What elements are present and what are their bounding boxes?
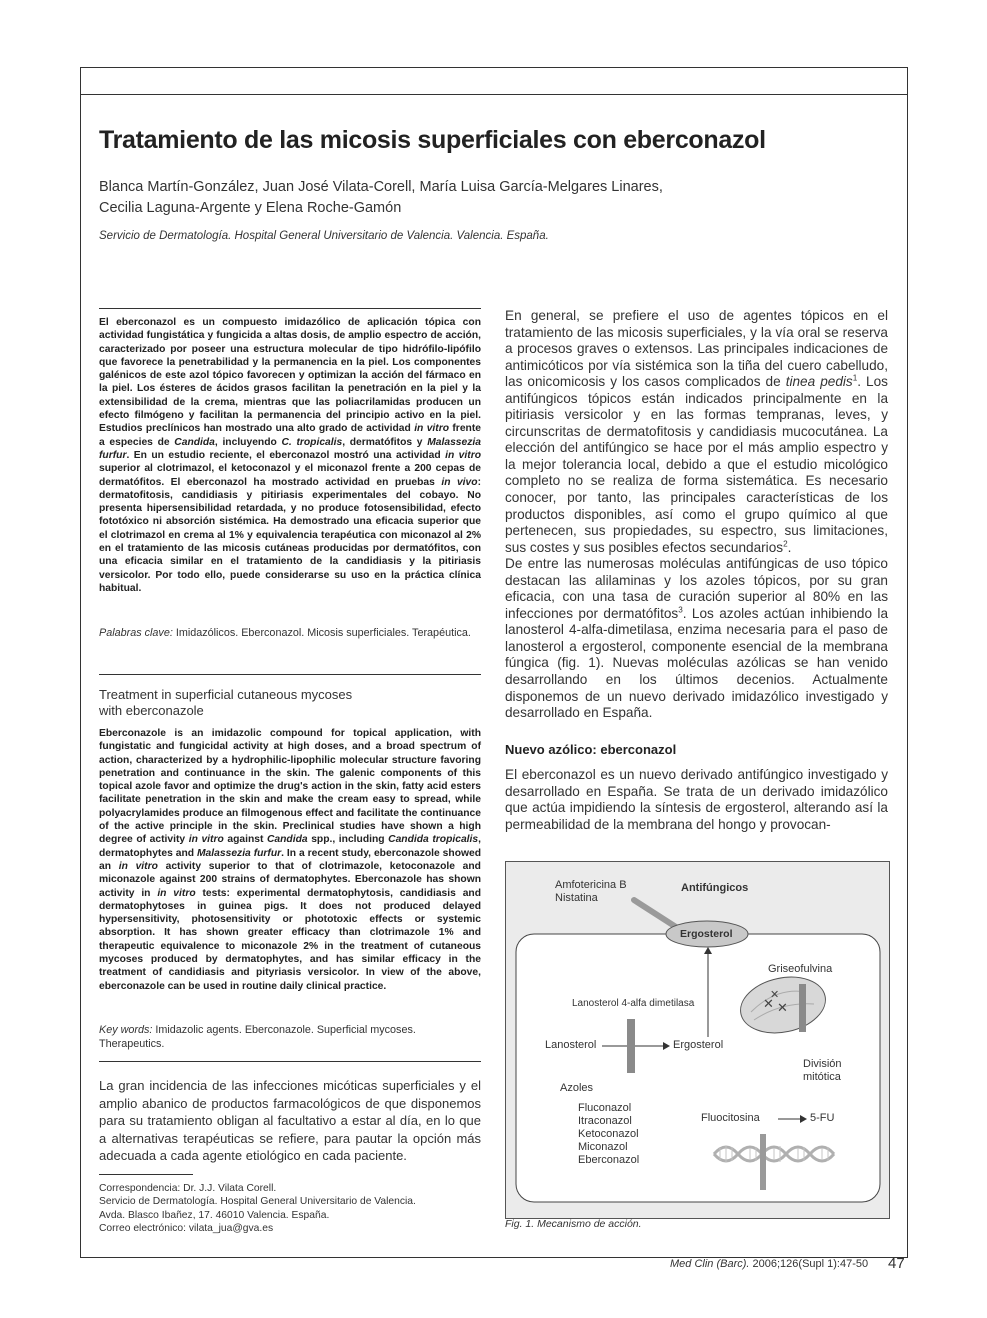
correspondence-line: Servicio de Dermatología. Hospital General Universitario de Valencia. (99, 1196, 416, 1208)
label-azole-item: Fluconazol (578, 1102, 632, 1114)
body-paragraph-2 (505, 556, 888, 721)
keywords-text: Imidazólicos. Eberconazol. Micosis superficiales. Terapéutica. (172, 627, 471, 639)
body-column (505, 308, 888, 722)
abstract-italic: C. tropicalis (281, 436, 343, 448)
body-text: . Los antifúngicos tópicos están indicados principalmente en la pitiriasis versicolor y en las formas tempranas, leves, y circunscritas de dermatofitosis y candidiasis mucocutánea. La elección del antifúngico se hace por el más amplio espectro y la mejor tolerancia local, debido a que el estudio micológico completo no se realiza de forma sistemática. Es necesario conocer, por tanto, las principales características de los productos disponibles, así como el grupo químico al que pertenecen, sus propiedades, su espectro, sus limitaciones, sus costes y sus posibles efectos secundarios (505, 374, 888, 555)
label-azole-item: Ketoconazol (578, 1128, 639, 1140)
affiliation: Servicio de Dermatología. Hospital General Universitario de Valencia. Valencia. España. (99, 230, 549, 242)
abstract-italic: Malassezia furfur (99, 436, 481, 461)
chromosome-icon: ✕ (763, 997, 774, 1012)
abstract-text: Eberconazole is an imidazolic compound for topical application, with fungistatic and fungicidal activity at high doses, and a broad spectrum of action, characterized by a hydrophilic-lipophilic molecular structure favoring penetration and continuance in the skin. The galenic components of this topical azole favor and optimize the drug's action in the skin, fatty acid esters facilitate penetration in the skin and make the cream easy to spread, while polyacrylamides produce an filmogenous effect and facilitate the continuance of the active principle in the skin. Preclinical studies have shown a high degree of activity (99, 728, 481, 846)
abstract-italic: in vitro (188, 834, 224, 846)
label-amphotericin: Amfotericina B (555, 879, 627, 891)
body-text: De entre las numerosas moléculas antifúngicas de uso tópico destacan las alilaminas y los azoles tópicos, por su gran eficacia, con una tasa de curación superior al 80% en las infecciones por dermatófitos (505, 556, 888, 621)
english-title-line-1: Treatment in superficial cutaneous mycoses (99, 687, 353, 702)
label-azole-item: Miconazol (578, 1141, 628, 1153)
abstract-text: activity superior to that of clotrimazole, ketoconazole and miconazole against 200 strains of dermatophytes. Eberconazole has shown activity in (99, 860, 481, 899)
label-mitotic-division: División (803, 1058, 842, 1070)
keywords-label: Palabras clave: (99, 627, 173, 639)
correspondence (99, 1182, 481, 1235)
intro-paragraph: La gran incidencia de las infecciones micóticas superficiales y el amplio abanico de productos farmacológicos de que disponemos para su tratamiento obligan al facultativo a estar al día, en lo que a alternativas terapéuticas se refiere, para pautar la opción más adecuada a cada agente etiológico en cada paciente. (99, 1078, 481, 1163)
abstract-italic: in vitro (157, 887, 196, 899)
abstract-text: frente a especies de (99, 423, 481, 448)
section-rule (99, 1061, 481, 1062)
authors-line-2: Cecilia Laguna-Argente y Elena Roche-Gamón (99, 200, 402, 216)
abstract-text: El eberconazol es un compuesto imidazólico de aplicación tópica con actividad fungistática y fungicida a altas dosis, de amplio espectro de acción, caracterizado por poseer una estructura molecular de tipo hidrófilo-lipófilo que favorece la penetrabilidad y la permanencia en la piel. Los componentes galénicos de este azol tópico favorecen y optimizan la acción del fármaco en la piel. Los ésteres de ácidos grasos facilitan la penetración en la piel y la extensibilidad de la crema, mientras que las poliacrilamidas producen un efecto filmógeno y facilitan la permanencia del principio activo en la piel. Estudios preclínicos han mostrado una alto grado de actividad (99, 317, 481, 435)
keywords-text: Imidazolic agents. Eberconazole. Superficial mycoses. Therapeutics. (99, 1024, 416, 1050)
footnote-rule (99, 1174, 193, 1175)
reference-mark: 2 (783, 539, 788, 549)
header-band (80, 67, 908, 95)
body-paragraph-3: El eberconazol es un nuevo derivado antifúngico investigado y desarrollado en España. Se trata de un derivado imidazólico que actúa impidiendo la síntesis de ergosterol, alterando así la permeabilidad de la membrana del hongo y provocan- (505, 767, 888, 832)
abstract-spanish (99, 316, 481, 595)
abstract-text: against (223, 834, 267, 846)
correspondence-line: Avda. Blasco Ibañez, 17. 46010 Valencia. España. (99, 1209, 330, 1221)
abstract-italic: in vivo (441, 476, 478, 488)
figure-caption: Fig. 1. Mecanismo de acción. (505, 1218, 642, 1230)
label-azoles: Azoles (560, 1082, 594, 1094)
section-rule (99, 674, 481, 675)
abstract-italic: Candida (266, 834, 308, 846)
authors-line-1: Blanca Martín-González, Juan José Vilata-Corell, María Luisa García-Melgares Linares, (99, 179, 663, 195)
label-flucytosine: Fluocitosina (701, 1112, 760, 1124)
body-paragraph-1 (505, 308, 888, 556)
body-text: . Los azoles actúan inhibiendo la lanosterol 4-alfa-dimetilasa, enzima necesaria para el paso de lanosterol a ergosterol, componente esencial de la membrana fúngica (fig. 1). Nuevas moléculas azólicas se han venido desarrollando en los últimos decenios. Actualmente disponemos de un nuevo derivado imidazólico investigado y desarrollado en España. (505, 605, 889, 721)
label-azole-item: Itraconazol (578, 1115, 632, 1127)
correspondence-line: Correspondencia: Dr. J.J. Vilata Corell. (99, 1183, 277, 1194)
griseofulvin-bar (799, 984, 806, 1032)
abstract-italic: Candida tropicalis (388, 834, 479, 846)
abstract-text: , dermatophytes and (99, 834, 481, 859)
abstract-top-rule (99, 308, 481, 309)
reference-mark: 3 (678, 605, 683, 615)
keywords-english (99, 1023, 481, 1051)
section-heading: Nuevo azólico: eberconazol (505, 742, 677, 757)
abstract-italic: Malassezia furfur (196, 847, 282, 859)
label-5fu: 5-FU (810, 1112, 835, 1124)
figure-1 (505, 861, 890, 1219)
abstract-text: . En un estudio reciente, el eberconazol mostró una actividad (126, 449, 446, 461)
abstract-text: spp., including (307, 834, 389, 846)
fluocytosine-block-bar (760, 1134, 766, 1190)
journal-citation (670, 1258, 868, 1270)
correspondence-email: Correo electrónico: vilata_jua@gva.es (99, 1222, 274, 1234)
abstract-text: : dermatofitosis, candidiasis y pitiriasis experimentales del cobayo. No presenta hipersensibilidad retardada, y no produce fotosensibilidad, efecto fototóxico ni absorción sistémica. Ha demostrado una eficacia superior que el clotrimazol en crema al 1% y equivalencia terapéutica con miconazol al 2% en el tratamiento de las micosis cutáneas producidas por dermatófitos, con una eficacia similar en el tratamiento de la candidiasis y la pitiriasis versicolor. Por todo ello, puede considerarse su uso en la práctica clínica habitual. (99, 476, 481, 594)
abstract-text: tests: experimental dermatophytosis, candidiasis and dermatophytoses in guinea pigs. It does not produced delayed hypersensitivity, photosensitivity or phototoxic effects or systemic absorption. It has shown greater efficacy than clotrimazole 1% and therapeutic equivalence to miconazole 2% in the treatment of cutaneous mycoses produced by dermatophytes, and has similar efficacy in the treatment of candidiasis and pityriasis versicolor. In view of the above, eberconazole can be used in routine daily clinical practice. (99, 887, 482, 992)
label-antifungals: Antifúngicos (681, 882, 749, 894)
body-italic: tinea pedis (785, 374, 853, 390)
chromosome-icon: ✕ (777, 1001, 788, 1016)
abstract-text: superior al clotrimazol, el ketoconazol y el miconazol frente a 200 cepas de dermatófitos. El eberconazol ha mostrado actividad en pruebas (99, 463, 481, 488)
citation-text: 2006;126(Supl 1):47-50 (749, 1258, 869, 1270)
label-nystatin: Nistatina (555, 892, 598, 904)
body-text: En general, se prefiere el uso de agentes tópicos en el tratamiento de las micosis superficiales, y la vía oral se reserva a procesos graves o extensos. Las principales indicaciones de antimicóticos por vía sistémica son la tiña del cuero cabelludo, las onicomicosis y los casos complicados de (505, 308, 888, 390)
abstract-english (99, 727, 481, 993)
author-list (99, 177, 663, 219)
abstract-italic: in vitro (118, 860, 158, 872)
abstract-text: , dermatófitos y (342, 436, 428, 448)
azole-block-bar (627, 1019, 635, 1073)
abstract-text: , incluyendo (214, 436, 282, 448)
keywords-label: Key words: (99, 1024, 153, 1036)
abstract-italic: in vitro (414, 423, 450, 435)
label-enzyme: Lanosterol 4-alfa dimetilasa (572, 998, 695, 1009)
label-ergosterol-target: Ergosterol (680, 928, 733, 940)
keywords-spanish (99, 626, 481, 640)
abstract-italic: in vitro (445, 449, 481, 461)
polyene-arrow (634, 900, 676, 927)
chromosome-icon: ✕ (770, 988, 780, 1001)
label-ergosterol: Ergosterol (673, 1039, 724, 1051)
abstract-italic: Candida (174, 436, 215, 448)
english-title (99, 687, 481, 719)
abstract-text: . In a recent study, eberconazole showed an (99, 847, 482, 872)
label-griseofulvin: Griseofulvina (768, 963, 833, 975)
reference-mark: 1 (852, 373, 858, 383)
body-text: . (787, 539, 792, 555)
article-title: Tratamiento de las micosis superficiales con eberconazol (99, 126, 766, 154)
label-azole-item: Eberconazol (578, 1154, 640, 1166)
page-number: 47 (888, 1255, 905, 1272)
label-mitotic: mitótica (803, 1071, 841, 1083)
english-title-line-2: with eberconazole (99, 703, 204, 718)
label-lanosterol: Lanosterol (545, 1039, 597, 1051)
journal-name: Med Clin (Barc). (670, 1258, 750, 1270)
